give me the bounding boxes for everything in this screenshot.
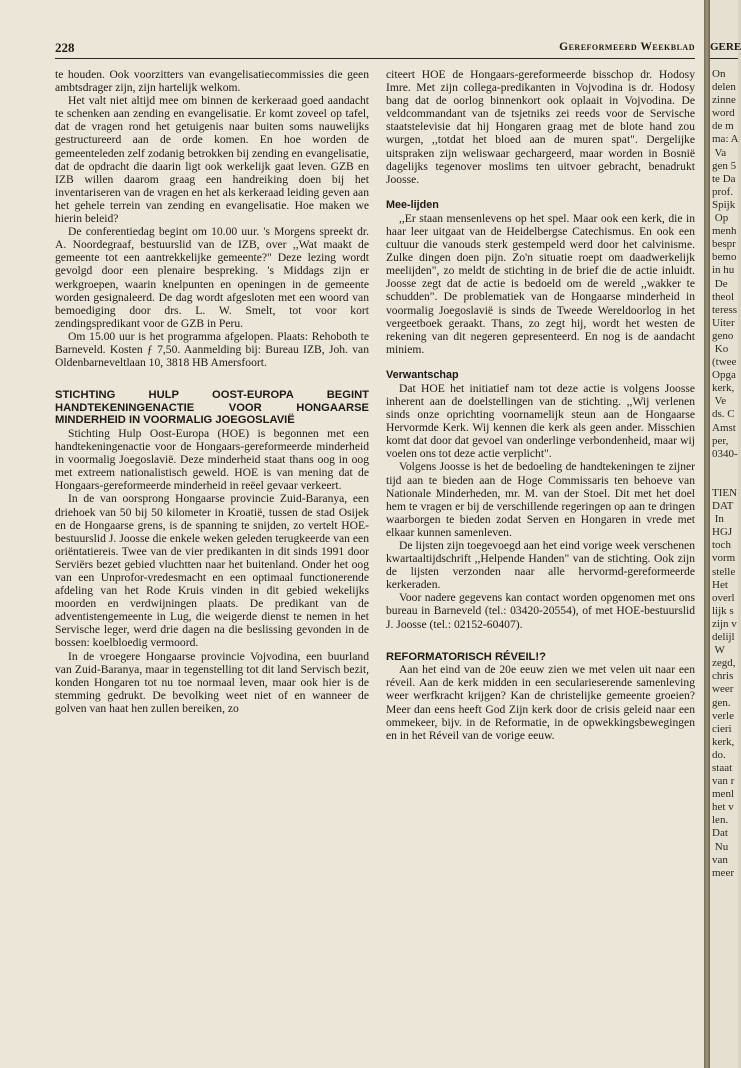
paragraph: Dat HOE het initiatief nam tot deze actie is volgens Joosse inherent aan de doelstellingen van de stichting. ,,Wij verlenen sinds onze oprichting voornamelijk steun aan de Hongaarse Hervormde Kerk. Wij kennen die kerk als geen ander. Misschien komt dat door dat gevoel van onderlinge verbondenheid, maar wij voelen ons tot deze actie verplicht".: [386, 381, 695, 461]
paragraph: In de vroegere Hongaarse provincie Vojvodina, een buurland van Zuid-Baranya, maar in tegenstelling tot dit land Servisch bezit, konden Hongaren tot nu toe normaal leven, maar ook hier is de stemming gedrukt. De bevolking weet niet of en wanneer de golven van haat hen zullen bereiken, zo: [55, 649, 369, 715]
paragraph: ,,Er staan mensenlevens op het spel. Maar ook een kerk, die in haar leer uitgaat van de Heidelbergse Catechismus. En ook een cultuur die vanouds sterk gestempeld werd door het calvinisme. Zulke dingen doen pijn. Zo'n situatie roept om daadwerkelijk meelijden", zo meldt de stichting in de brief die de actie inluidt. Joosse zegt dat de actie is bedoeld om de wereld ,,wakker te schudden". De problematiek van de Hongaarse minderheid in voormalig Joegoslavië is sinds de Tweede Wereldoorlog in het vergeetboek geraakt. Thans, zo zegt hij, wordt het westen de rekening van dit negeren gepresenteerd. En nog is de aandacht miniem.: [386, 211, 695, 356]
paragraph: Om 15.00 uur is het programma afgelopen. Plaats: Rehoboth te Barneveld. Kosten ƒ 7,50. Aanmelding bij: Bureau IZB, Joh. van Oldenbarneveltlaan 10, 3818 HB Amersfoort.: [55, 329, 369, 370]
paragraph: De lijsten zijn toegevoegd aan het eind vorige week verschenen kwartaaltijdschrift ,,Helpende Handen" van de stichting. Ook zijn de lijsten verzonden naar alle hervormd-gereformeerde kerkeraden.: [386, 539, 695, 592]
paragraph: Stichting Hulp Oost-Europa (HOE) is begonnen met een handtekeningenactie voor de Hongaars-gereformeerde minderheid in voormalig Joegoslavië. Deze minderheid staat thans oog in oog met extreem nationalistisch geweld. HOE is van mening dat de Hongaars-gereformeerde minderheid in reëel gevaar verkeert.: [55, 426, 369, 493]
paragraph: Aan het eind van de 20e eeuw zien we met velen uit naar een réveil. Aan de kerk midden in een secularieserende samenleving weer werfkracht krijgen? Kan de christelijke gemeente groeien? Meer dan eens heeft God Zijn kerk door de crisis geleid naar een ommekeer, bijv. in de Reformatie, in de opwekkingsbewegingen en in het Réveil van de vorige eeuw.: [386, 663, 695, 742]
page-number: 228: [55, 40, 75, 55]
paragraph: Het valt niet altijd mee om binnen de kerkeraad goed aandacht te schenken aan zending en evangelisatie. Er komt zoveel op tafel, dat de vragen rond het getuigenis naar buiten soms nauwelijks gestructureerd aan de orde komen. En hoe worden de gemeenteleden zelf zodanig betrokken bij zending en evangelisatie, dat de opdracht die daarin ligt ook werkelijk gaat leven. GZB en IZB willen daarom graag een handreiking doen bij het inventariseren van de vragen en het als kerkeraad leiding geven aan het gehele terrein van zending en evangelisatie. Hoe maken we hierin beleid?: [55, 94, 369, 226]
article-heading: STICHTING HULP OOST-EUROPA BEGINT HANDTEKENINGENACTIE VOOR HONGAARSE MINDERHEID IN VOORMALIG JOEGOSLAVIË: [55, 389, 369, 427]
adjacent-page: [710, 0, 741, 1068]
article-heading: REFORMATORISCH RÉVEIL!?: [386, 650, 546, 663]
paragraph: Volgens Joosse is het de bedoeling de handtekeningen te zijner tijd aan te bieden aan de Hoge Commissaris ten behoeve van Nationale Minderheden, mr. M. van der Stoel. Dit met het doel hem te vragen er bij de verschillende regeringen op aan te dringen waarborgen te bieden zodat Serven en Hongaren in vrede met elkaar kunnen samenleven.: [386, 460, 695, 539]
journal-title: Gereformeerd Weekblad: [559, 41, 695, 53]
right-column: [386, 68, 695, 742]
section-subheading: Mee-lijden: [386, 198, 439, 211]
paragraph: citeert HOE de Hongaars-gereformeerde bisschop dr. Hodosy Imre. Met zijn collega-predikanten in Vojvodina is dr. Hodosy bang dat de oorlog binnenkort ook oplaait in Vojvodina. De veldcommandant van de tsjetniks zei reeds voor de Servische staatstelevisie dat hij Hongaren graag met de blote hand zou wurgen, ,,totdat het bloed aan de muren spat". Dergelijke uitspraken zijn weliswaar gechargeerd, maar worden in Bosnië dagelijks tegenover moslims ten uitvoer gebracht, benadrukt Joosse.: [386, 68, 695, 186]
adjacent-page-text: On delen zinne word de m ma: A Va gen 5 te Da prof. Spijk Op menh bespr bemo in hu De theol teress Uiter geno Ko (twee Opga kerk, Ve ds. C Amst per, 0340- TIEN DAT In HGJ toch vorm stelle Het overl lijk s zijn v delijl W zegd, chris weer gen. verle cieri kerk, do. staat van r menl het v len. Dat Nu van meer: [712, 68, 739, 879]
paragraph: Voor nadere gegevens kan contact worden opgenomen met ons bureau in Barneveld (tel.: 03420-20554), of met HOE-bestuurslid J. Joosse (tel.: 02152-60407).: [386, 591, 695, 631]
section-subheading: Verwantschap: [386, 368, 459, 381]
paragraph: te houden. Ook voorzitters van evangelisatiecommissies die geen ambtsdrager zijn, zijn hartelijk welkom.: [55, 68, 369, 95]
page-header: [55, 38, 695, 59]
paragraph: In de van oorsprong Hongaarse provincie Zuid-Baranya, een driehoek van 50 bij 50 kilometer in Kroatië, tussen de stad Osijek en de Hongaarse grens, is de spanning te snijden, zo vertelt HOE-bestuurslid J. Joosse die enkele weken geleden terugkeerde van een oriëntatiereis. Twee van de vier predikanten in dit sinds 1991 door Serviërs bezet gebied vluchtten naar het buitenland. Onder het oog van een Unprofor-vredesmacht en een optimaal functionerende afdeling van het Rode Kruis vinden in dit gebied wekelijks moorden en verdwijningen plaats. De predikant van de adventistengemeente in Lug, die weigerde dienst te nemen in het Servische leger, werd drie dagen na die beslissing gevonden in de bossen: koelbloedig vermoord.: [55, 492, 369, 650]
adjacent-page-header: GERE: [710, 41, 741, 53]
left-column: [55, 68, 369, 715]
paragraph: De conferentiedag begint om 10.00 uur. 's Morgens spreekt dr. A. Noordegraaf, bestuurslid van de IZB, over ,,Wat maakt de gemeente tot een aantrekkelijke gemeente?" Deze lezing wordt gevolgd door een plenaire bespreking. 's Middags zijn er werkgroepen, waarin knelpunten en openingen in de gemeente worden gesignaleerd. De dag wordt afgesloten met een woord van bemoediging door drs. L. W. Smelt, tot voor kort zendingspredikant voor de GZB in Peru.: [55, 225, 369, 330]
header-rule: [710, 58, 738, 59]
